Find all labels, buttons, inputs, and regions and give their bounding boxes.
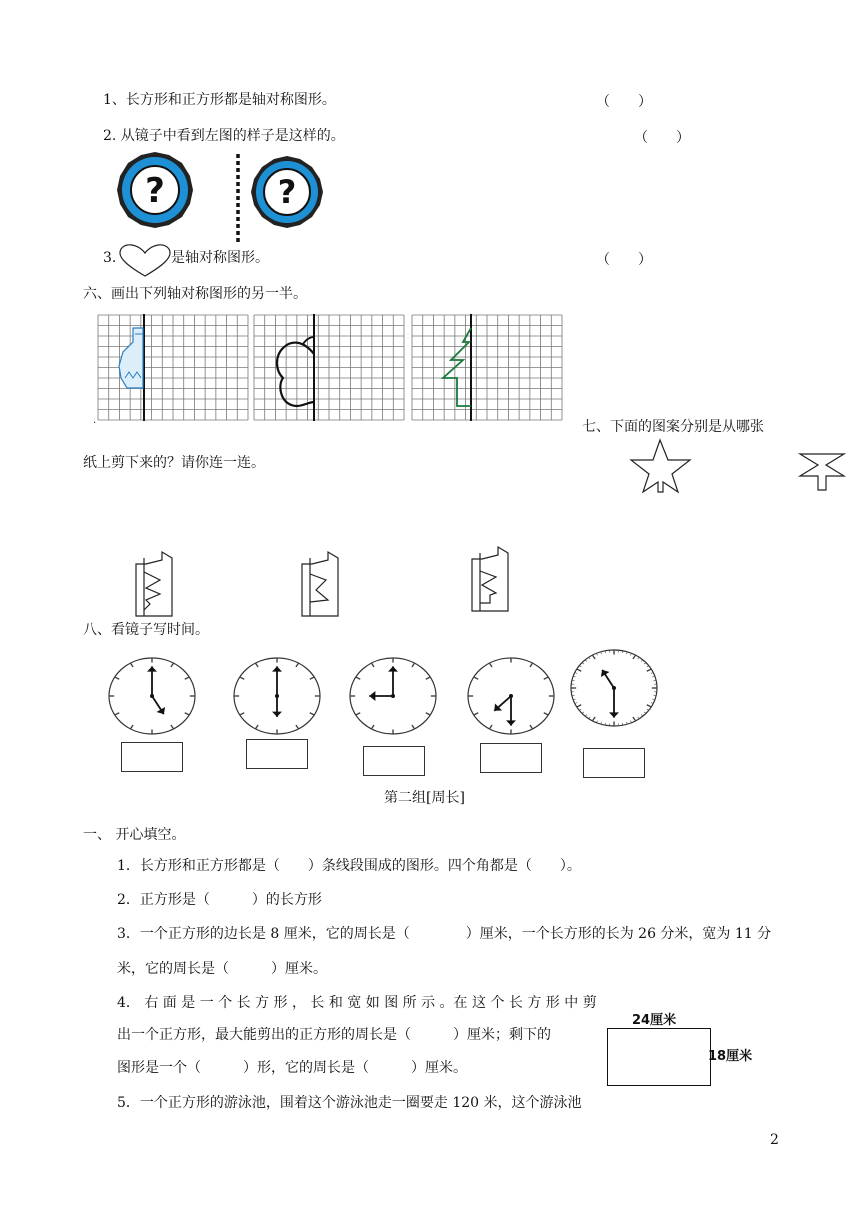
answer-paren-3[interactable]: （ ） xyxy=(596,252,652,268)
dot: . xyxy=(93,415,97,426)
perimeter-question-3a: 3．一个正方形的边长是 8 厘米，它的周长是（ ）厘米，一个长方形的长为 26 分米，宽为 11 分 xyxy=(117,926,772,942)
star-shape-icon xyxy=(630,438,692,494)
section-6-title: 六、画出下列轴对称图形的另一半。 xyxy=(83,286,307,302)
mirror-figure xyxy=(115,152,335,244)
time-answer-box[interactable] xyxy=(121,742,183,772)
perimeter-question-4c: 图形是一个（ ）形，它的周长是（ ）厘米。 xyxy=(117,1060,467,1076)
perimeter-question-3b: 米，它的周长是（ ）厘米。 xyxy=(117,961,327,977)
clock-face xyxy=(107,656,197,736)
group-2-title: 第二组[周长] xyxy=(384,790,465,806)
clock-center xyxy=(509,694,513,698)
folded-paper-3[interactable] xyxy=(468,545,516,617)
tree-shape-icon xyxy=(798,452,848,492)
perimeter-question-2: 2．正方形是（ ）的长方形 xyxy=(117,892,322,908)
clock-center xyxy=(612,686,616,690)
vase-half-icon xyxy=(119,328,143,388)
clock-face xyxy=(348,656,438,736)
grid-tree[interactable] xyxy=(411,314,563,421)
question-mark-icon-mirror xyxy=(251,156,323,228)
time-answer-box[interactable] xyxy=(480,743,542,773)
grid-vase[interactable] xyxy=(97,314,249,421)
question-3: 是轴对称图形。 xyxy=(171,250,269,266)
apple-half-icon xyxy=(277,343,314,406)
answer-paren-1[interactable]: （ ） xyxy=(596,94,652,110)
group-2-section-1-title: 一、 开心填空。 xyxy=(83,827,186,843)
time-answer-box[interactable] xyxy=(583,748,645,778)
perimeter-question-4a: 4． 右 面 是 一 个 长 方 形 ， 长 和 宽 如 图 所 示 。在 这 个 长 方 形 中 剪 xyxy=(117,995,597,1011)
clock-face xyxy=(232,656,322,736)
grid-apple[interactable] xyxy=(253,314,405,421)
clock-face xyxy=(569,648,659,728)
question-mark-icon xyxy=(117,152,193,228)
perimeter-question-1: 1．长方形和正方形都是（ ）条线段围成的图形。四个角都是（ ）。 xyxy=(117,858,581,874)
page-number: 2 xyxy=(770,1132,779,1148)
answer-paren-2[interactable]: （ ） xyxy=(634,130,690,146)
heart-icon xyxy=(118,244,172,278)
perimeter-question-4b: 出一个正方形，最大能剪出的正方形的周长是（ ）厘米；剩下的 xyxy=(117,1027,551,1043)
section-8-title: 八、看镜子写时间。 xyxy=(83,622,209,638)
clock-face xyxy=(466,656,556,736)
clock-center xyxy=(275,694,279,698)
rectangle-diagram xyxy=(607,1028,711,1086)
folded-paper-1[interactable] xyxy=(132,550,180,622)
question-2: 2. 从镜子中看到左图的样子是这样的。 xyxy=(103,128,345,144)
question-1: 1、长方形和正方形都是轴对称图形。 xyxy=(103,92,336,108)
svg-text:?: ? xyxy=(145,171,165,211)
folded-paper-2[interactable] xyxy=(298,550,346,622)
perimeter-question-5: 5．一个正方形的游泳池，围着这个游泳池走一圈要走 120 米，这个游泳池 xyxy=(117,1095,582,1111)
svg-text:?: ? xyxy=(277,173,297,211)
rect-width-label: 18厘米 xyxy=(708,1049,753,1064)
clock-center xyxy=(391,694,395,698)
tree-half-icon xyxy=(443,328,471,406)
question-3-prefix: 3. xyxy=(103,250,117,266)
time-answer-box[interactable] xyxy=(246,739,308,769)
section-7-title-a: 七、下面的图案分别是从哪张 xyxy=(582,419,764,435)
rect-length-label: 24厘米 xyxy=(632,1013,677,1028)
time-answer-box[interactable] xyxy=(363,746,425,776)
clock-center xyxy=(150,694,154,698)
section-7-title-b: 纸上剪下来的？请你连一连。 xyxy=(83,455,265,471)
